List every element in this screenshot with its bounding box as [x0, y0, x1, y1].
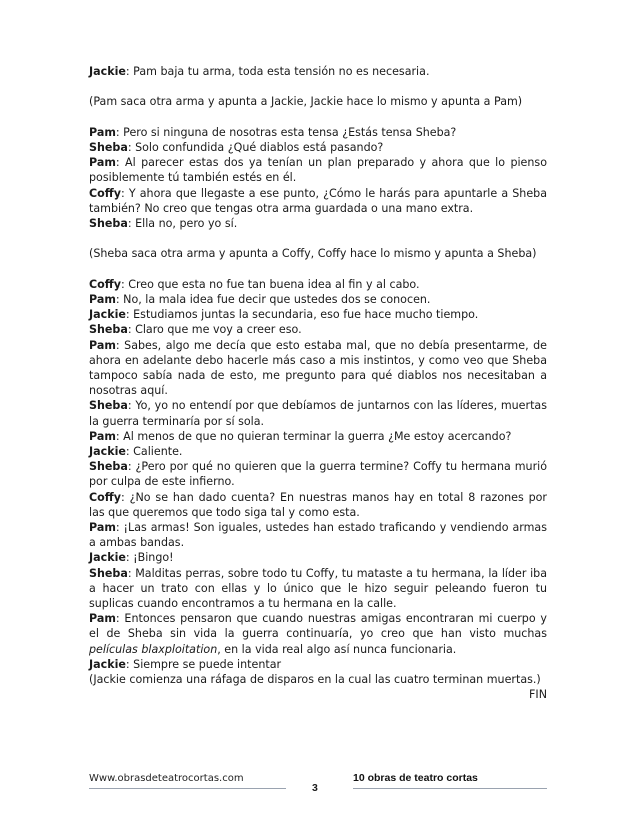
- dialogue-text: : ¿Pero por qué no quieren que la guerra termine? Coffy tu hermana murió por culpa de este infierno.: [89, 460, 547, 489]
- speaker-name: Pam: [89, 156, 116, 170]
- speaker-name: Jackie: [89, 657, 126, 671]
- dialogue-line: [89, 64, 547, 79]
- dialogue-line: [89, 398, 547, 428]
- stage-direction: (Pam saca otra arma y apunta a Jackie, Jackie hace lo mismo y apunta a Pam): [89, 95, 523, 109]
- speaker-name: Pam: [89, 125, 116, 139]
- dialogue-text: : ¡Bingo!: [125, 551, 174, 565]
- dialogue-text: : No, la mala idea fue decir que ustedes dos se conocen.: [115, 292, 431, 306]
- speaker-name: Jackie: [89, 308, 126, 322]
- end-marker: FIN: [529, 688, 547, 702]
- stage-direction: (Sheba saca otra arma y apunta a Coffy, Coffy hace lo mismo y apunta a Sheba): [89, 247, 537, 261]
- dialogue-line: [89, 277, 547, 292]
- dialogue-text: : Estudiamos juntas la secundaria, eso fue hace mucho tiempo.: [125, 308, 479, 322]
- dialogue-text: : Siempre se puede intentar: [125, 657, 282, 671]
- dialogue-line: [89, 307, 547, 322]
- dialogue-text: : ¿No se han dado cuenta? En nuestras manos hay en total 8 razones por las que queremos que todo siga tal y como esta.: [89, 490, 547, 519]
- dialogue-line: [89, 292, 547, 307]
- dialogue-line: [89, 444, 547, 459]
- speaker-name: Pam: [89, 292, 116, 306]
- footer-book-title: 10 obras de teatro cortas: [353, 772, 478, 784]
- dialogue-line: [89, 657, 547, 672]
- speaker-name: Sheba: [89, 140, 128, 154]
- dialogue-line: [89, 611, 547, 657]
- dialogue-text: : Y ahora que llegaste a ese punto, ¿Cómo le harás para apuntarle a Sheba también? No creo que tengas otra arma guardada o una mano extra.: [89, 186, 547, 215]
- speaker-name: Sheba: [89, 399, 128, 413]
- dialogue-line: [89, 140, 547, 155]
- paragraph-gap: [89, 231, 547, 246]
- dialogue-line: [89, 125, 547, 140]
- dialogue-text: : Pero si ninguna de nosotras esta tensa ¿Estás tensa Sheba?: [115, 125, 457, 139]
- speaker-name: Sheba: [89, 217, 128, 230]
- speaker-name: Sheba: [89, 323, 128, 337]
- dialogue-line: [89, 520, 547, 550]
- speaker-name: Coffy: [89, 277, 121, 291]
- footer-website: Www.obrasdeteatrocortas.com: [89, 773, 244, 784]
- dialogue-line: [89, 550, 547, 565]
- dialogue-line: [89, 429, 547, 444]
- dialogue-text: : Creo que esta no fue tan buena idea al fin y al cabo.: [120, 277, 420, 291]
- dialogue-line: [89, 566, 547, 612]
- speaker-name: Coffy: [89, 490, 121, 504]
- speaker-name: Jackie: [89, 65, 126, 78]
- speaker-name: Pam: [89, 521, 116, 535]
- dialogue-line: [89, 155, 547, 185]
- dialogue-line: [89, 459, 547, 489]
- dialogue-text: : Sabes, algo me decía que esto estaba mal, que no debía presentarme, de ahora en adelante debo hacerle más caso a mis instintos, y como veo que Sheba tampoco sabía nada de esto, me pregunto para qué diablos nos necesitaban a nosotras aquí.: [89, 338, 547, 398]
- dialogue-text: : Al menos de que no quieran terminar la guerra ¿Me estoy acercando?: [115, 429, 512, 443]
- speaker-name: Sheba: [89, 566, 128, 580]
- paragraph-gap: [89, 262, 547, 277]
- dialogue-line: [89, 490, 547, 520]
- speaker-name: Pam: [89, 338, 116, 352]
- dialogue-line: [89, 338, 547, 399]
- italic-text: películas blaxploitation: [89, 642, 218, 656]
- speaker-name: Sheba: [89, 460, 128, 474]
- dialogue-line: [89, 322, 547, 337]
- dialogue-text: : Ella no, pero yo sí.: [127, 217, 238, 230]
- dialogue-text: : Claro que me voy a creer eso.: [127, 323, 302, 337]
- speaker-name: Jackie: [89, 445, 126, 459]
- dialogue-text: : Entonces pensaron que cuando nuestras amigas encontraran mi cuerpo y el de Sheba sin vida la guerra continuaría, yo creo que han visto muchas: [89, 612, 547, 641]
- paragraph-gap: [89, 110, 547, 125]
- dialogue-line: [89, 186, 547, 216]
- dialogue-text: : Pam baja tu arma, toda esta tensión no es necesaria.: [125, 65, 430, 78]
- paragraph-gap: [89, 79, 547, 94]
- footer-rule-left: [89, 788, 286, 789]
- footer-rule-right: [353, 788, 547, 789]
- dialogue-text: : Yo, yo no entendí por que debíamos de juntarnos con las líderes, muertas la guerra terminaría por sí sola.: [89, 399, 547, 428]
- page-number: 3: [312, 782, 318, 794]
- dialogue-text: : Solo confundida ¿Qué diablos está pasando?: [127, 140, 384, 154]
- script-body: [89, 64, 547, 702]
- speaker-name: Coffy: [89, 186, 121, 200]
- stage-direction: (Jackie comienza una ráfaga de disparos en la cual las cuatro terminan muertas.): [89, 673, 541, 687]
- dialogue-text: : Caliente.: [125, 445, 183, 459]
- speaker-name: Pam: [89, 612, 116, 626]
- dialogue-text-after: , en la vida real algo así nunca funcionaria.: [217, 642, 457, 656]
- dialogue-text: : Malditas perras, sobre todo tu Coffy, tu mataste a tu hermana, la líder iba a hacer un trato con ellas y lo único que le hizo seguir peleando fueron tu suplicas cuando encontramos a tu hermana en la calle.: [89, 566, 547, 611]
- speaker-name: Jackie: [89, 551, 126, 565]
- dialogue-text: : Al parecer estas dos ya tenían un plan preparado y ahora que lo pienso posiblemente tú también estés en él.: [89, 156, 547, 185]
- speaker-name: Pam: [89, 429, 116, 443]
- dialogue-text: : ¡Las armas! Son iguales, ustedes han estado traficando y vendiendo armas a ambas bandas.: [89, 521, 547, 550]
- dialogue-line: [89, 216, 547, 231]
